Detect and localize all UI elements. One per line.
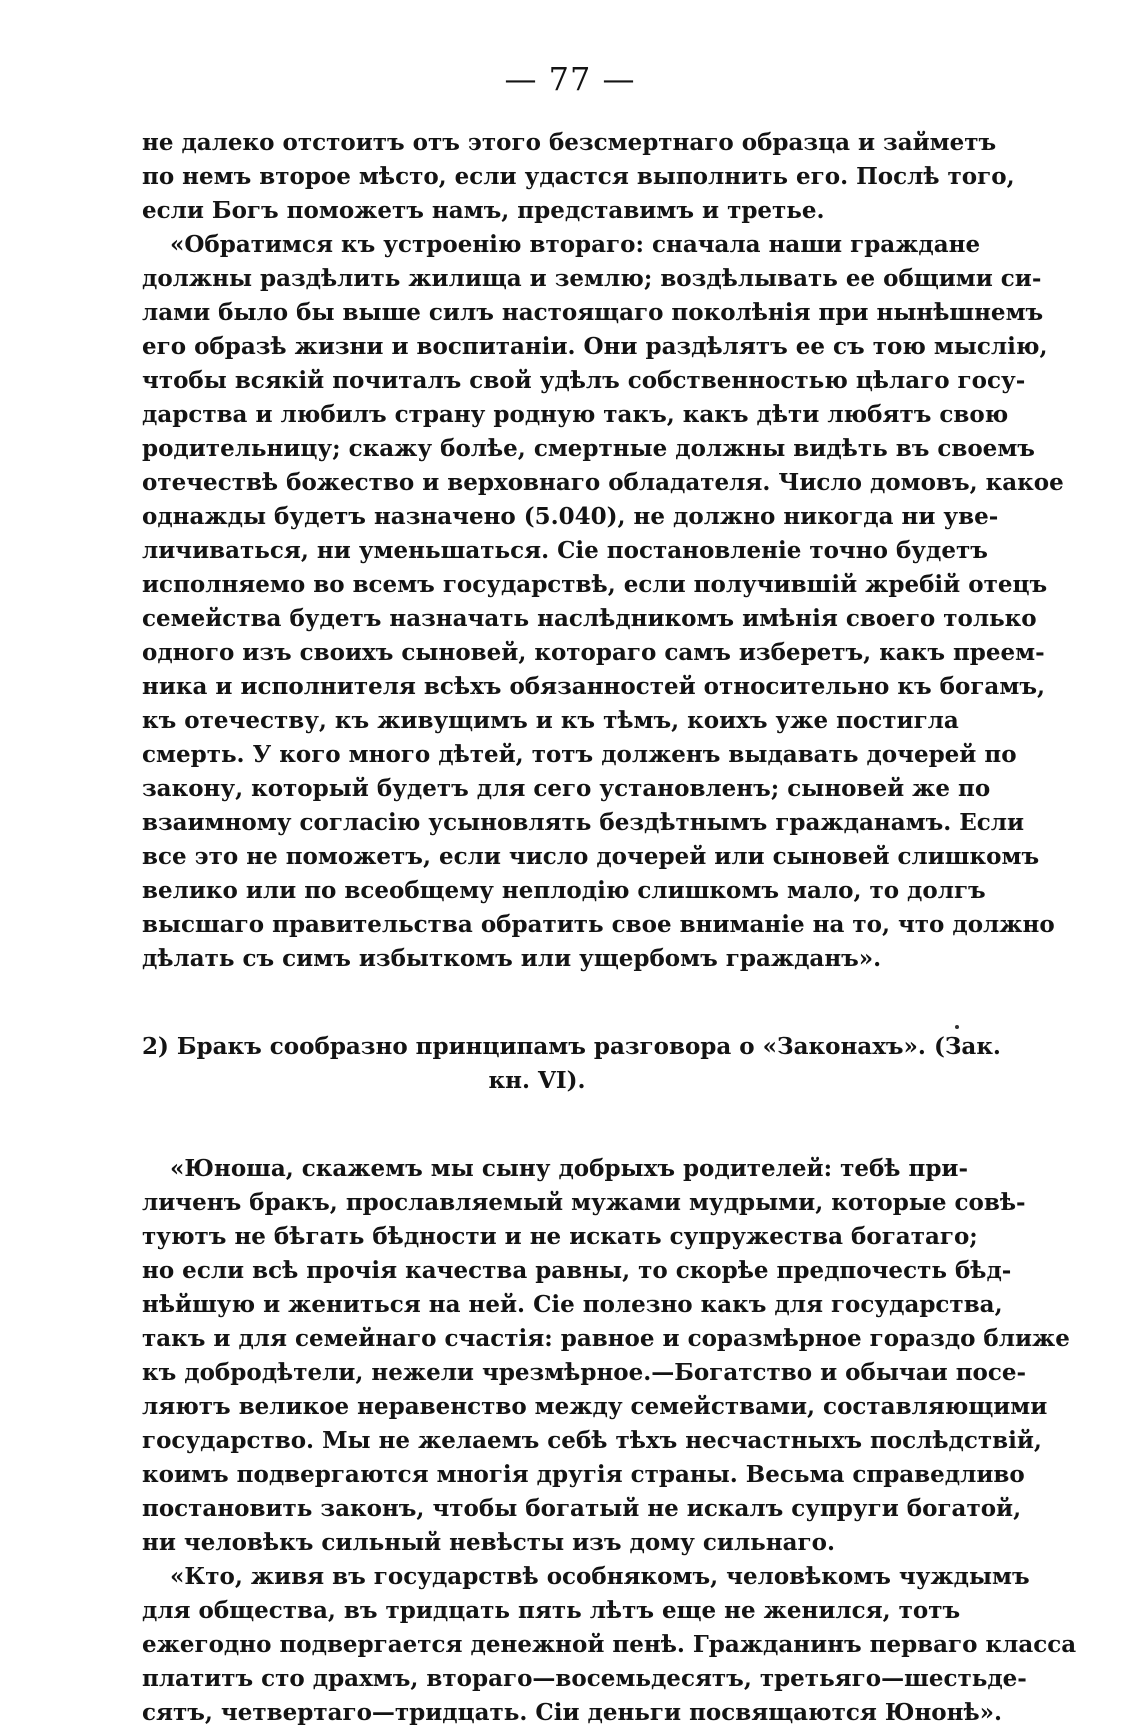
text-line: такъ и для семейнаго счастія: равное и соразмѣрное гораздо ближе [142, 1325, 1070, 1352]
heading-line: кн. VI). [488, 1067, 586, 1094]
text-line: закону, который будетъ для сего установленъ; сыновей же по [142, 775, 991, 802]
text-line: одного изъ своихъ сыновей, котораго самъ изберетъ, какъ преем- [142, 639, 1045, 666]
section-heading [142, 1030, 1001, 1098]
heading-line: 2) Бракъ сообразно принципамъ разговора о «Законахъ». (Зак. [142, 1033, 1001, 1060]
text-line: «Кто, живя въ государствѣ особнякомъ, человѣкомъ чуждымъ [170, 1563, 1030, 1590]
text-line: ника и исполнителя всѣхъ обязанностей относительно къ богамъ, [142, 673, 1045, 700]
body-text [142, 126, 1077, 1730]
paragraph-marriage [142, 1152, 1070, 1560]
text-line: родительницу; скажу болѣе, смертные должны видѣть въ своемъ [142, 435, 1035, 462]
text-line: исполняемо во всемъ государствѣ, если получившій жребій отецъ [142, 571, 1048, 598]
text-line: нѣйшую и жениться на ней. Сіе полезно какъ для государства, [142, 1291, 1003, 1318]
text-line: смерть. У кого много дѣтей, тотъ долженъ выдавать дочерей по [142, 741, 1017, 768]
paragraph-celibacy-fine [142, 1560, 1077, 1730]
text-line: государство. Мы не желаемъ себѣ тѣхъ несчастныхъ послѣдствій, [142, 1427, 1042, 1454]
paragraph-continued [142, 126, 1015, 228]
text-line: отечествѣ божество и верховнаго обладателя. Число домовъ, какое [142, 469, 1064, 496]
text-line: «Юноша, скажемъ мы сыну добрыхъ родителей: тебѣ при- [170, 1155, 969, 1182]
spacer [142, 976, 932, 1030]
text-line: къ отечеству, къ живущимъ и къ тѣмъ, коихъ уже постигла [142, 707, 959, 734]
text-line: ни человѣкъ сильный невѣсты изъ дому сильнаго. [142, 1529, 835, 1556]
text-line: не далеко отстоитъ отъ этого безсмертнаго образца и займетъ [142, 129, 997, 156]
text-line: по немъ второе мѣсто, если удастся выполнить его. Послѣ того, [142, 163, 1015, 190]
text-line: сятъ, четвертаго—тридцать. Сіи деньги посвящаются Юнонѣ». [142, 1699, 1003, 1726]
paragraph-second-city [142, 228, 1064, 976]
text-line: «Обратимся къ устроенію втораго: сначала наши граждане [170, 231, 981, 258]
text-line: постановить законъ, чтобы богатый не искалъ супруги богатой, [142, 1495, 1022, 1522]
text-line: туютъ не бѣгать бѣдности и не искать супружества богатаго; [142, 1223, 978, 1250]
ink-speck [955, 1025, 959, 1029]
text-line: взаимному согласію усыновлять бездѣтнымъ гражданамъ. Если [142, 809, 1025, 836]
text-line: дѣлать съ симъ избыткомъ или ущербомъ гражданъ». [142, 945, 882, 972]
text-line: для общества, въ тридцать пять лѣтъ еще не женился, тотъ [142, 1597, 961, 1624]
text-line: его образѣ жизни и воспитаніи. Они раздѣлятъ ее съ тою мыслію, [142, 333, 1048, 360]
spacer [142, 1098, 932, 1152]
text-line: велико или по всеобщему неплодію слишкомъ мало, то долгъ [142, 877, 986, 904]
text-line: личенъ бракъ, прославляемый мужами мудрыми, которые совѣ- [142, 1189, 1026, 1216]
text-line: высшаго правительства обратить свое вниманіе на то, что должно [142, 911, 1055, 938]
text-line: личиваться, ни уменьшаться. Сіе постановленіе точно будетъ [142, 537, 988, 564]
text-line: лами было бы выше силъ настоящаго поколѣнія при нынѣшнемъ [142, 299, 1044, 326]
text-line: должны раздѣлить жилища и землю; воздѣлывать ее общими си- [142, 265, 1042, 292]
text-line: дарства и любилъ страну родную такъ, какъ дѣти любятъ свою [142, 401, 1009, 428]
text-line: ежегодно подвергается денежной пенѣ. Гражданинъ перваго класса [142, 1631, 1077, 1658]
text-line: къ добродѣтели, нежели чрезмѣрное.—Богатство и обычаи посе- [142, 1359, 1027, 1386]
text-line: если Богъ поможетъ намъ, представимъ и третье. [142, 197, 825, 224]
text-line: но если всѣ прочія качества равны, то скорѣе предпочесть бѣд- [142, 1257, 1012, 1284]
text-line: все это не поможетъ, если число дочерей или сыновей слишкомъ [142, 843, 1040, 870]
text-line: семейства будетъ назначать наслѣдникомъ имѣнія своего только [142, 605, 1037, 632]
text-line: коимъ подвергаются многія другія страны. Весьма справедливо [142, 1461, 1025, 1488]
text-line: однажды будетъ назначено (5.040), не должно никогда ни уве- [142, 503, 999, 530]
text-line: платитъ сто драхмъ, втораго—восемьдесятъ, третьяго—шестьде- [142, 1665, 1027, 1692]
page-number: — 77 — [504, 60, 636, 98]
text-line: ляютъ великое неравенство между семействами, составляющими [142, 1393, 1048, 1420]
text-line: чтобы всякій почиталъ свой удѣлъ собственностью цѣлаго госу- [142, 367, 1026, 394]
